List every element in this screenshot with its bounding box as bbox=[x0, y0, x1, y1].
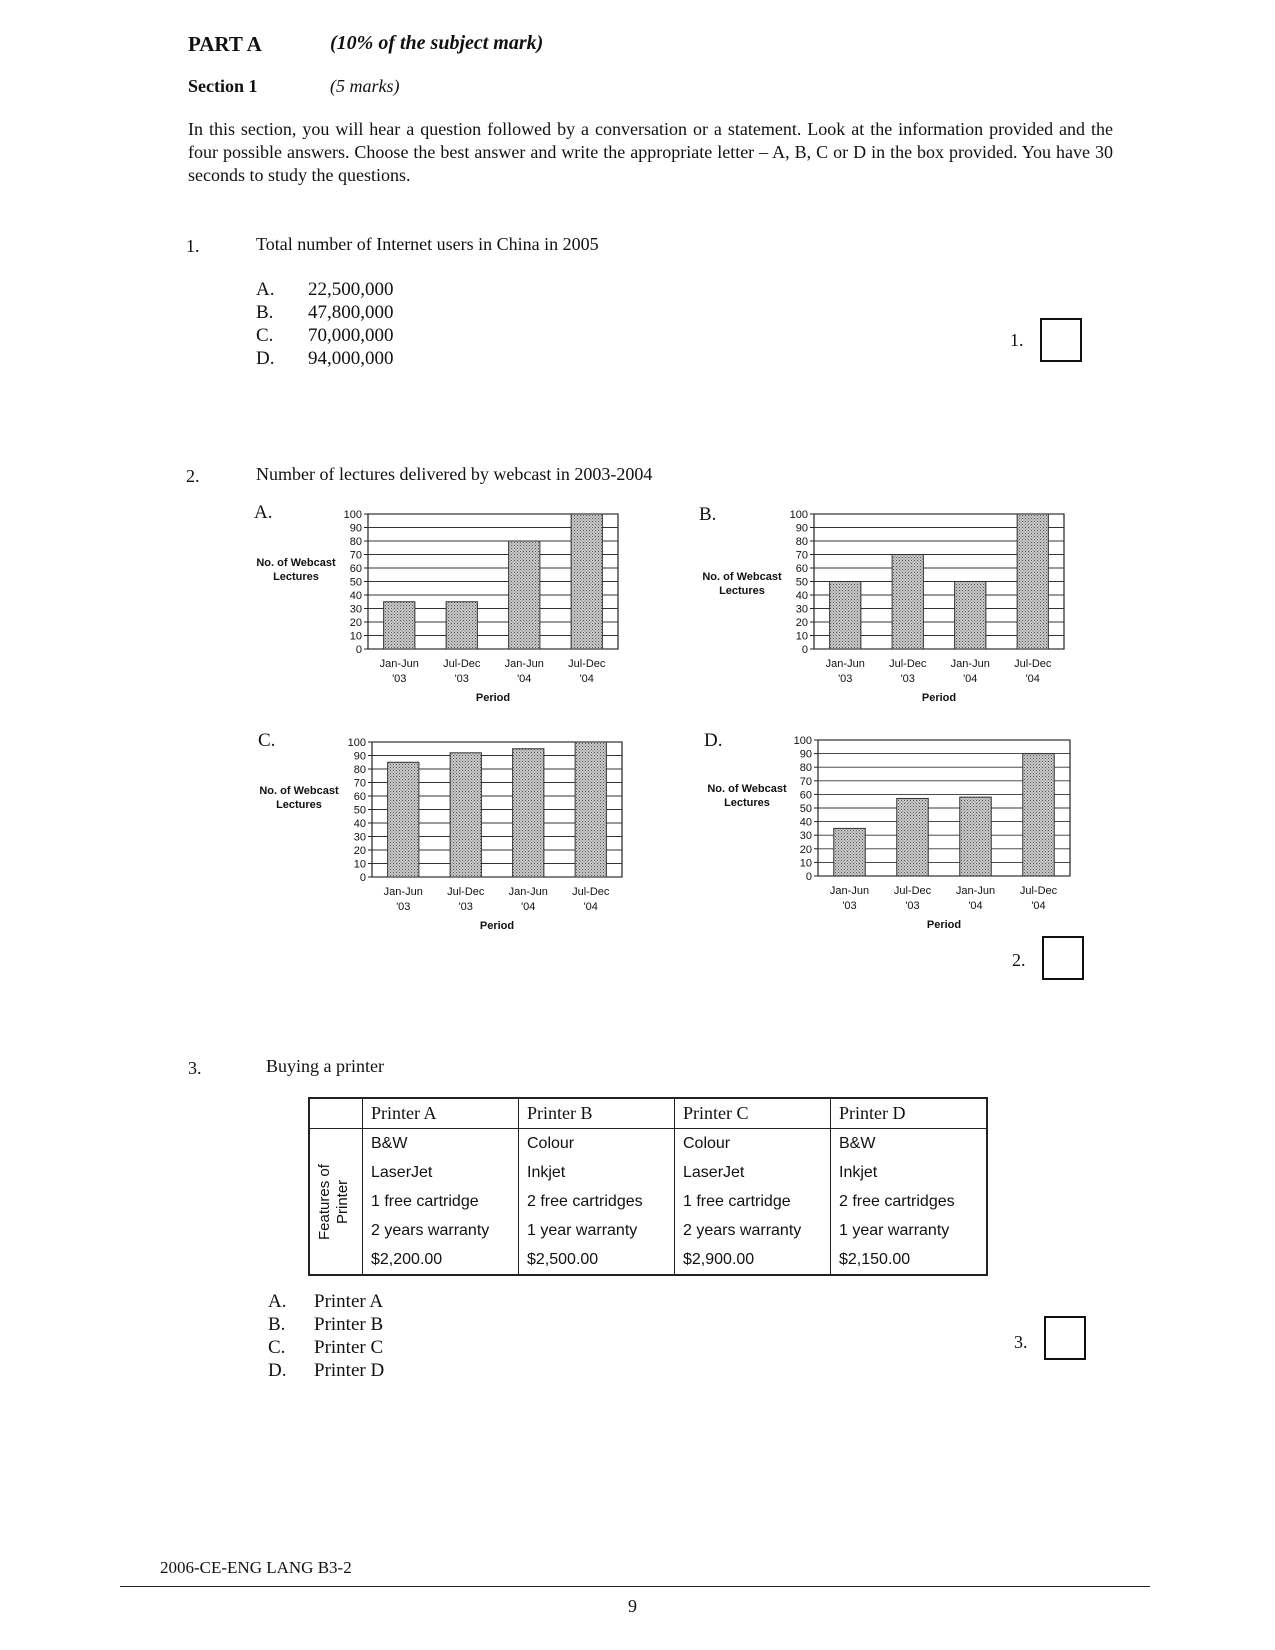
x-axis-label: Period bbox=[926, 919, 962, 931]
option-text: Printer A bbox=[314, 1291, 384, 1312]
y-tick-label: 40 bbox=[349, 590, 362, 602]
table-row bbox=[309, 1216, 987, 1245]
option-letter: B. bbox=[256, 302, 274, 323]
footer-rule bbox=[120, 1586, 1150, 1587]
x-tick-label: Jul-Dec bbox=[568, 658, 606, 670]
x-tick-label-year: '03 bbox=[454, 673, 469, 685]
bar bbox=[1017, 514, 1048, 649]
chart-letter: B. bbox=[699, 504, 717, 525]
x-tick-label-year: '04 bbox=[579, 673, 594, 685]
option-text: 47,800,000 bbox=[308, 302, 394, 323]
y-tick-label: 0 bbox=[805, 871, 812, 883]
q2-answer-box[interactable] bbox=[1042, 936, 1084, 980]
chart-letter: D. bbox=[704, 730, 723, 751]
chart-a-plot bbox=[250, 500, 630, 715]
table-row bbox=[309, 1245, 987, 1275]
table-cell: B&W bbox=[831, 1129, 988, 1159]
chart-y-label: No. of Webcast Lectures bbox=[256, 557, 336, 583]
q3-answer-label: 3. bbox=[1014, 1332, 1028, 1352]
y-tick-label: 90 bbox=[349, 522, 362, 535]
y-tick-label: 20 bbox=[353, 845, 366, 857]
table-cell: Inkjet bbox=[519, 1158, 675, 1187]
table-side-label: Features of Printer bbox=[316, 1163, 351, 1240]
y-tick-label: 70 bbox=[353, 777, 366, 790]
bar bbox=[1023, 754, 1055, 876]
x-tick-label: Jul-Dec bbox=[1019, 885, 1058, 897]
x-tick-label: Jan-Jun bbox=[950, 658, 990, 670]
y-tick-label: 70 bbox=[349, 549, 362, 562]
table-cell: $2,200.00 bbox=[363, 1245, 519, 1275]
chart-letter: A. bbox=[254, 502, 273, 523]
y-tick-label: 0 bbox=[801, 644, 808, 656]
part-mark: (10% of the subject mark) bbox=[330, 32, 544, 54]
x-tick-label: Jul-Dec bbox=[572, 886, 610, 898]
x-tick-label-year: '03 bbox=[842, 900, 857, 912]
q3-number: 3. bbox=[188, 1058, 202, 1078]
y-tick-label: 100 bbox=[347, 737, 366, 749]
paper-code: 2006-CE-ENG LANG B3-2 bbox=[160, 1558, 352, 1577]
chart-letter: C. bbox=[258, 730, 276, 751]
y-tick-label: 0 bbox=[355, 644, 362, 656]
y-tick-label: 80 bbox=[795, 536, 808, 548]
y-tick-label: 100 bbox=[793, 735, 812, 747]
y-tick-label: 90 bbox=[353, 750, 366, 763]
bar bbox=[509, 541, 540, 649]
x-axis-label: Period bbox=[921, 692, 957, 704]
option-letter: A. bbox=[256, 279, 275, 300]
x-tick-label: Jul-Dec bbox=[443, 658, 481, 670]
option-letter: D. bbox=[268, 1360, 287, 1381]
table-cell: LaserJet bbox=[675, 1158, 831, 1187]
table-cell: 1 year warranty bbox=[831, 1216, 988, 1245]
bar bbox=[955, 582, 986, 650]
table-cell: Colour bbox=[519, 1129, 675, 1159]
table-cell: $2,500.00 bbox=[519, 1245, 675, 1275]
x-tick-label: Jan-Jun bbox=[955, 885, 996, 897]
y-tick-label: 40 bbox=[353, 818, 366, 830]
option-text: Printer C bbox=[314, 1337, 384, 1358]
x-tick-label: Jul-Dec bbox=[889, 658, 927, 670]
y-tick-label: 90 bbox=[799, 748, 812, 761]
option-letter: D. bbox=[256, 348, 275, 369]
option-text: 70,000,000 bbox=[308, 325, 394, 346]
y-tick-label: 90 bbox=[795, 522, 808, 535]
x-tick-label: Jul-Dec bbox=[447, 886, 485, 898]
table-side-cell bbox=[309, 1129, 363, 1276]
x-tick-label: Jul-Dec bbox=[1014, 658, 1052, 670]
q2-number: 2. bbox=[186, 466, 200, 486]
table-corner-cell bbox=[309, 1098, 363, 1129]
table-cell: LaserJet bbox=[363, 1158, 519, 1187]
q1-option-a bbox=[256, 278, 394, 301]
y-tick-label: 80 bbox=[349, 536, 362, 548]
table-row bbox=[309, 1158, 987, 1187]
y-tick-label: 30 bbox=[353, 831, 366, 844]
instructions: In this section, you will hear a question followed by a conversation or a statement. Look at the information provided and the four possible answers. Choose the best answer and write the appropriate letter – A, B, C or D in the box provided. You have 30 seconds to study the questions. bbox=[188, 119, 1113, 185]
q1-answer-label: 1. bbox=[1010, 330, 1024, 350]
y-tick-label: 10 bbox=[795, 630, 808, 643]
y-tick-label: 60 bbox=[349, 563, 362, 575]
y-tick-label: 10 bbox=[349, 630, 362, 643]
option-text: 22,500,000 bbox=[308, 279, 394, 300]
table-header-cell: Printer D bbox=[831, 1098, 988, 1129]
bar bbox=[388, 762, 419, 877]
table-cell: 1 year warranty bbox=[519, 1216, 675, 1245]
x-tick-label: Jan-Jun bbox=[504, 658, 544, 670]
x-tick-label: Jan-Jun bbox=[829, 885, 870, 897]
x-tick-label-year: '03 bbox=[838, 673, 853, 685]
bar bbox=[571, 514, 602, 649]
bar bbox=[513, 749, 544, 877]
x-tick-label: Jan-Jun bbox=[383, 886, 423, 898]
x-tick-label: Jan-Jun bbox=[508, 886, 548, 898]
q1-answer-box[interactable] bbox=[1040, 318, 1082, 362]
q1-number: 1. bbox=[186, 236, 200, 256]
table-cell: Colour bbox=[675, 1129, 831, 1159]
x-tick-label-year: '03 bbox=[458, 901, 473, 913]
y-tick-label: 50 bbox=[799, 803, 812, 815]
x-tick-label-year: '04 bbox=[1025, 673, 1040, 685]
q3-option-c bbox=[268, 1336, 384, 1359]
section-heading: Section 1 bbox=[188, 76, 258, 96]
table-cell: 2 free cartridges bbox=[519, 1187, 675, 1216]
q3-option-a bbox=[268, 1290, 384, 1313]
x-tick-label-year: '03 bbox=[396, 901, 411, 913]
y-tick-label: 70 bbox=[799, 775, 812, 788]
q3-text: Buying a printer bbox=[266, 1056, 384, 1076]
y-tick-label: 10 bbox=[799, 857, 812, 870]
table-cell: 1 free cartridge bbox=[675, 1187, 831, 1216]
x-tick-label-year: '04 bbox=[517, 673, 532, 685]
y-tick-label: 50 bbox=[353, 804, 366, 817]
x-tick-label-year: '03 bbox=[392, 673, 407, 685]
q1-options bbox=[256, 278, 394, 370]
q2-answer-label: 2. bbox=[1012, 950, 1026, 970]
table-cell: 2 years warranty bbox=[363, 1216, 519, 1245]
y-tick-label: 20 bbox=[799, 843, 812, 856]
y-tick-label: 60 bbox=[353, 791, 366, 803]
chart-d-plot bbox=[700, 728, 1080, 943]
q2-text: Number of lectures delivered by webcast in 2003-2004 bbox=[256, 464, 653, 484]
y-tick-label: 30 bbox=[795, 603, 808, 616]
q3-option-d bbox=[268, 1359, 384, 1382]
chart-c-plot bbox=[252, 728, 632, 943]
table-cell: B&W bbox=[363, 1129, 519, 1159]
bar bbox=[897, 798, 929, 876]
y-tick-label: 20 bbox=[349, 617, 362, 629]
x-tick-label-year: '04 bbox=[963, 673, 978, 685]
option-letter: C. bbox=[256, 325, 274, 346]
table-cell: Inkjet bbox=[831, 1158, 988, 1187]
table-cell: 2 years warranty bbox=[675, 1216, 831, 1245]
part-heading: PART A bbox=[188, 32, 262, 56]
q3-answer-box[interactable] bbox=[1044, 1316, 1086, 1360]
x-tick-label-year: '04 bbox=[1031, 900, 1046, 912]
y-tick-label: 30 bbox=[799, 830, 812, 843]
option-text: 94,000,000 bbox=[308, 348, 394, 369]
y-tick-label: 50 bbox=[349, 576, 362, 589]
table-header-row bbox=[309, 1098, 987, 1129]
x-tick-label-year: '04 bbox=[521, 901, 536, 913]
y-tick-label: 10 bbox=[353, 858, 366, 871]
y-tick-label: 60 bbox=[799, 789, 812, 802]
q3-options bbox=[268, 1290, 384, 1382]
q1-option-c bbox=[256, 324, 394, 347]
y-tick-label: 20 bbox=[795, 617, 808, 629]
bar bbox=[384, 602, 415, 649]
y-tick-label: 0 bbox=[359, 872, 366, 884]
y-tick-label: 100 bbox=[789, 509, 808, 521]
bar bbox=[892, 555, 923, 650]
table-header-cell: Printer B bbox=[519, 1098, 675, 1129]
y-tick-label: 40 bbox=[795, 590, 808, 602]
chart-b-plot bbox=[695, 500, 1075, 720]
x-axis-label: Period bbox=[479, 920, 515, 932]
table-cell: $2,900.00 bbox=[675, 1245, 831, 1275]
option-text: Printer D bbox=[314, 1360, 385, 1381]
bar bbox=[450, 753, 481, 877]
chart-y-label: No. of Webcast Lectures bbox=[707, 783, 787, 809]
chart-y-label: No. of Webcast Lectures bbox=[702, 571, 782, 597]
y-tick-label: 30 bbox=[349, 603, 362, 616]
option-text: Printer B bbox=[314, 1314, 384, 1335]
page-number: 9 bbox=[628, 1596, 637, 1616]
table-header-cell: Printer C bbox=[675, 1098, 831, 1129]
y-tick-label: 50 bbox=[795, 576, 808, 589]
x-tick-label-year: '03 bbox=[900, 673, 915, 685]
y-tick-label: 80 bbox=[799, 762, 812, 775]
q1-option-d bbox=[256, 347, 394, 370]
x-tick-label: Jul-Dec bbox=[893, 885, 932, 897]
option-letter: A. bbox=[268, 1291, 287, 1312]
y-tick-label: 70 bbox=[795, 549, 808, 562]
section-mark: (5 marks) bbox=[330, 76, 400, 96]
q3-option-b bbox=[268, 1313, 384, 1336]
bar bbox=[446, 602, 477, 649]
y-tick-label: 60 bbox=[795, 563, 808, 575]
option-letter: B. bbox=[268, 1314, 286, 1335]
printer-table bbox=[308, 1097, 988, 1276]
bar bbox=[575, 742, 606, 877]
x-tick-label-year: '04 bbox=[583, 901, 598, 913]
printer-table-wrap bbox=[308, 1097, 988, 1276]
option-letter: C. bbox=[268, 1337, 286, 1358]
y-tick-label: 80 bbox=[353, 764, 366, 776]
table-row bbox=[309, 1129, 987, 1159]
chart-y-label: No. of Webcast Lectures bbox=[259, 785, 339, 811]
table-row bbox=[309, 1187, 987, 1216]
x-axis-label: Period bbox=[475, 692, 511, 704]
table-header-cell: Printer A bbox=[363, 1098, 519, 1129]
table-cell: 1 free cartridge bbox=[363, 1187, 519, 1216]
table-cell: 2 free cartridges bbox=[831, 1187, 988, 1216]
bar bbox=[834, 828, 866, 876]
x-tick-label-year: '03 bbox=[905, 900, 920, 912]
x-tick-label: Jan-Jun bbox=[379, 658, 419, 670]
y-tick-label: 100 bbox=[343, 509, 362, 521]
q1-text: Total number of Internet users in China in 2005 bbox=[256, 234, 599, 254]
bar bbox=[960, 797, 992, 876]
bar bbox=[830, 582, 861, 650]
y-tick-label: 40 bbox=[799, 816, 812, 829]
x-tick-label-year: '04 bbox=[968, 900, 983, 912]
x-tick-label: Jan-Jun bbox=[825, 658, 865, 670]
table-cell: $2,150.00 bbox=[831, 1245, 988, 1275]
q1-option-b bbox=[256, 301, 394, 324]
